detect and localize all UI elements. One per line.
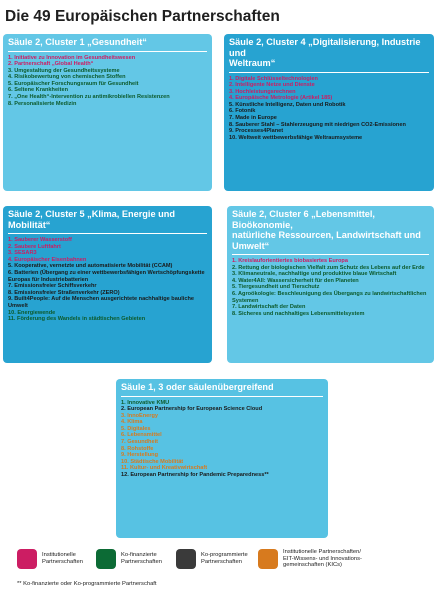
partnership-item: 5. Tiergesundheit und Tierschutz	[232, 284, 320, 291]
partnership-item: 2. European Partnership for European Science Cloud	[121, 406, 263, 413]
cluster-lebensmittel-biooekonomie	[227, 206, 434, 363]
cluster-divider	[8, 51, 207, 52]
partnership-item: 4. Europäischer Eisenbahnen	[8, 256, 87, 263]
partnership-item: 6. Agroökologie: Beschleunigung des Übergangs zu landwirtschaftlichen Systemen	[232, 290, 427, 304]
cluster-title	[8, 209, 207, 230]
partnership-item: 4. Water4All: Wassersicherheit für den Planeten	[232, 277, 359, 284]
legend-label-institutionelle: Institutionelle Partnerschaften	[42, 552, 83, 565]
partnership-item: 10. Energiewende	[8, 309, 56, 316]
partnership-item: 1. Digitale Schlüsseltechnologien	[229, 75, 318, 82]
cluster-title-line: natürliche Ressourcen, Landwirtschaft und	[232, 230, 421, 240]
legend-label-ko-programmierte: Ko-programmierte Partnerschaften	[201, 552, 248, 565]
cluster-divider	[8, 233, 207, 234]
partnership-item: 1. Innovative KMU	[121, 399, 170, 406]
partnership-item: 7. Emissionsfreier Schiffsverkehr	[8, 283, 97, 290]
legend-label-ko-finanzierte: Ko-finanzierte Partnerschaften	[121, 552, 162, 565]
partnership-item: 5. Digitales	[121, 425, 151, 432]
partnership-item: 10. Weltweit wettbewerbsfähige Weltraumsysteme	[229, 134, 363, 141]
partnership-item: 2. Partnerschaft „Global Health“	[8, 61, 94, 68]
partnership-item: 9. Built4People: Auf die Menschen ausgerichtete nachhaltige bauliche Umwelt	[8, 296, 194, 309]
partnership-item: 9. Herstellung	[121, 452, 158, 459]
cluster-title-line: Weltraum“	[229, 58, 276, 68]
footnote: ** Ko-finanzierte oder Ko-programmierte Partnerschaft	[17, 581, 157, 587]
legend-label-eit-kics: Institutionelle Partnerschaften/ EIT-Wissens- und Innovations- gemeinschaften (KICs)	[283, 549, 362, 569]
cluster-title-line: Säule 2, Cluster 5 „Klima, Energie und Mobilität“	[8, 209, 175, 230]
partnership-item: 12. European Partnership for Pandemic Preparedness**	[121, 472, 269, 479]
partnership-item: 8. Rohstoffe	[121, 445, 154, 452]
cluster-gesundheit	[3, 34, 212, 191]
partnership-item: 8. Personalisierte Medizin	[8, 100, 77, 107]
cluster-title-line: Säule 2, Cluster 1 „Gesundheit“	[8, 37, 147, 47]
partnership-item: 5. Europäischer Forschungsraum für Gesundheit	[8, 80, 139, 87]
partnership-item: 8. Emissionsfreier Straßenverkehr (ZERO)	[8, 289, 120, 296]
partnership-item: 2. Intelligente Netze und Dienste	[229, 82, 315, 89]
partnership-item: 6. Fotonik	[229, 108, 256, 115]
partnership-item: 4. Klima	[121, 419, 143, 426]
cluster-title	[121, 382, 323, 393]
partnership-item: 6. Batterien (Übergang zu einer wettbewerbsfähigen Wertschöpfungskette Europas für Industriebatterien	[8, 269, 205, 283]
legend-swatch-eit-kics	[258, 549, 278, 569]
cluster-title	[8, 37, 207, 48]
partnership-list	[8, 55, 207, 108]
partnership-item: 2. Rettung der biologischen Vielfalt zum Schutz des Lebens auf der Erde	[232, 264, 425, 271]
cluster-title-line: Säule 2, Cluster 4 „Digitalisierung, Industrie und	[229, 37, 421, 58]
cluster-divider	[121, 396, 323, 397]
legend-ko-programmierte	[176, 548, 248, 570]
partnership-item: 3. Klimaneutrale, nachhaltige und produktive blaue Wirtschaft	[232, 271, 397, 278]
cluster-title-line: Säule 2, Cluster 6 „Lebensmittel, Bioökonomie,	[232, 209, 375, 230]
cluster-digitalisierung	[224, 34, 434, 191]
partnership-item: 3. Hochleistungsrechnen	[229, 88, 296, 95]
legend-ko-finanzierte	[96, 548, 162, 570]
cluster-title	[229, 37, 429, 69]
partnership-item: 10. Städtische Mobilität	[121, 458, 184, 465]
partnership-item: 3. Umgestaltung der Gesundheitssysteme	[8, 67, 120, 74]
cluster-saeulenuebergreifend	[116, 379, 328, 538]
partnership-item: 6. Lebensmittel	[121, 432, 162, 439]
partnership-item: 1. Kreislauforientiertes biobasiertes Europa	[232, 258, 348, 264]
partnership-item: 11. Kultur- und Kreativwirtschaft	[121, 465, 208, 472]
partnership-item: 6. Seltene Krankheiten	[8, 87, 68, 94]
partnership-item: 7. Made in Europe	[229, 115, 277, 122]
cluster-klima-energie-mobilitaet	[3, 206, 212, 363]
partnership-item: 1. Sauberer Wasserstoff	[8, 237, 72, 243]
partnership-item: 3. SESAR3	[8, 250, 37, 257]
partnership-list	[232, 258, 429, 317]
partnership-item: 4. Europäische Metrologie (Artikel 185)	[229, 95, 333, 102]
partnership-item: 5. Künstliche Intelligenz, Daten und Robotik	[229, 101, 346, 108]
partnership-list	[121, 400, 323, 479]
partnership-item: 11. Förderung des Wandels in städtischen Gebieten	[8, 316, 146, 323]
legend-swatch-ko-finanzierte	[96, 549, 116, 569]
partnership-item: 4. Risikobewertung von chemischen Stoffen	[8, 74, 126, 81]
cluster-title-line: Säule 1, 3 oder säulenübergreifend	[121, 382, 274, 392]
legend-eit-kics	[258, 548, 362, 570]
cluster-title	[232, 209, 429, 251]
partnership-list	[8, 237, 207, 323]
page-title: Die 49 Europäischen Partnerschaften	[5, 8, 280, 25]
partnership-item: 7. Landwirtschaft der Daten	[232, 304, 306, 311]
partnership-item: 8. Sicheres und nachhaltiges Lebensmittelsystem	[232, 310, 365, 317]
legend-swatch-institutionelle	[17, 549, 37, 569]
legend-institutionelle	[17, 548, 83, 570]
partnership-item: 2. Saubere Luftfahrt	[8, 243, 61, 250]
partnership-item: 9. Processes4Planet	[229, 128, 284, 135]
cluster-title-line: Umwelt“	[232, 240, 270, 251]
partnership-item: 8. Sauberer Stahl – Stahlerzeugung mit niedrigen CO2-Emissionen	[229, 121, 406, 128]
partnership-item: 3. InnoEnergy	[121, 412, 158, 419]
partnership-item: 7. „One Health“-Intervention zu antimikrobiellen Resistenzen	[8, 94, 170, 101]
cluster-divider	[229, 72, 429, 73]
legend-swatch-ko-programmierte	[176, 549, 196, 569]
partnership-item: 5. Kooperative, vernetzte und automatisierte Mobilität (CCAM)	[8, 263, 173, 270]
partnership-item: 1. Initiative zu Innovation im Gesundheitswesen	[8, 54, 136, 61]
partnership-item: 7. Gesundheit	[121, 439, 158, 446]
partnership-list	[229, 76, 429, 142]
cluster-divider	[232, 254, 429, 255]
